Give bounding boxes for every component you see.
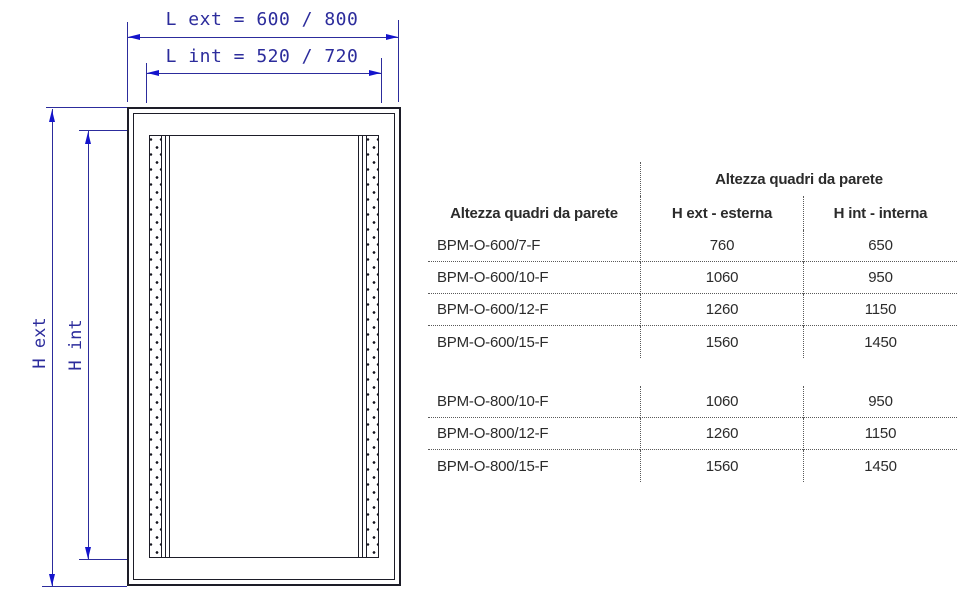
h-ext-cell: 1560 (640, 450, 803, 482)
extension-line (42, 586, 127, 587)
cabinet-inner-frame (133, 113, 395, 580)
extension-line (79, 559, 127, 560)
empty-cell (428, 162, 640, 196)
h-int-cell: 1450 (803, 450, 957, 482)
arrow-right-icon (369, 70, 381, 76)
table-group-header: Altezza quadri da parete (640, 162, 957, 196)
arrow-up-icon (85, 132, 91, 144)
extension-line (381, 58, 382, 103)
dim-label-l-int: L int = 520 / 720 (165, 46, 359, 67)
extension-line (398, 20, 399, 102)
empty-cell (640, 358, 803, 386)
dim-label-l-ext: L ext = 600 / 800 (165, 9, 359, 30)
arrow-down-icon (85, 547, 91, 559)
h-int-cell: 650 (803, 230, 957, 262)
arrow-left-icon (147, 70, 159, 76)
model-cell: BPM-O-800/10-F (428, 386, 640, 418)
model-cell: BPM-O-600/15-F (437, 333, 549, 351)
column-header-h-int: H int - interna (803, 196, 957, 230)
arrow-up-icon (49, 110, 55, 122)
h-ext-cell: 1260 (640, 418, 803, 450)
dim-label-h-ext: H ext (30, 317, 50, 369)
model-cell: BPM-O-600/7-F (428, 230, 640, 262)
h-ext-cell: 1060 (640, 386, 803, 418)
h-ext-cell: 760 (640, 230, 803, 262)
h-int-cell: 950 (803, 386, 957, 418)
empty-cell (428, 358, 640, 386)
arrow-down-icon (49, 574, 55, 586)
dim-line-h-ext (52, 109, 53, 586)
model-cell: BPM-O-800/12-F (428, 418, 640, 450)
rail-edge-right (358, 136, 363, 557)
dim-line-l-ext (128, 37, 398, 38)
dim-label-h-int: H int (66, 319, 86, 371)
h-int-cell: 1150 (803, 294, 957, 326)
dim-line-h-int (88, 131, 89, 559)
cabinet-opening (149, 135, 379, 558)
perforated-rail-left (150, 136, 162, 557)
spec-table (428, 162, 957, 482)
extension-line (146, 63, 147, 103)
model-cell: BPM-O-600/10-F (428, 262, 640, 294)
model-cell: BPM-O-600/12-F (428, 294, 640, 326)
arrow-left-icon (128, 34, 140, 40)
extension-line (46, 107, 127, 108)
cabinet-outer-frame (127, 107, 401, 586)
h-int-cell: 950 (803, 262, 957, 294)
h-int-cell: 1450 (803, 326, 957, 358)
h-ext-cell: 1260 (640, 294, 803, 326)
h-ext-cell: 1060 (640, 262, 803, 294)
dim-line-l-int (147, 73, 381, 74)
perforated-rail-right (366, 136, 378, 557)
empty-cell (803, 358, 957, 386)
h-ext-cell: 1560 (640, 326, 803, 358)
model-cell: BPM-O-800/15-F (437, 457, 549, 475)
column-header-h-ext: H ext - esterna (640, 196, 803, 230)
extension-line (79, 130, 127, 131)
rail-edge-left (165, 136, 170, 557)
h-int-cell: 1150 (803, 418, 957, 450)
column-header-model: Altezza quadri da parete (450, 204, 618, 222)
arrow-right-icon (386, 34, 398, 40)
